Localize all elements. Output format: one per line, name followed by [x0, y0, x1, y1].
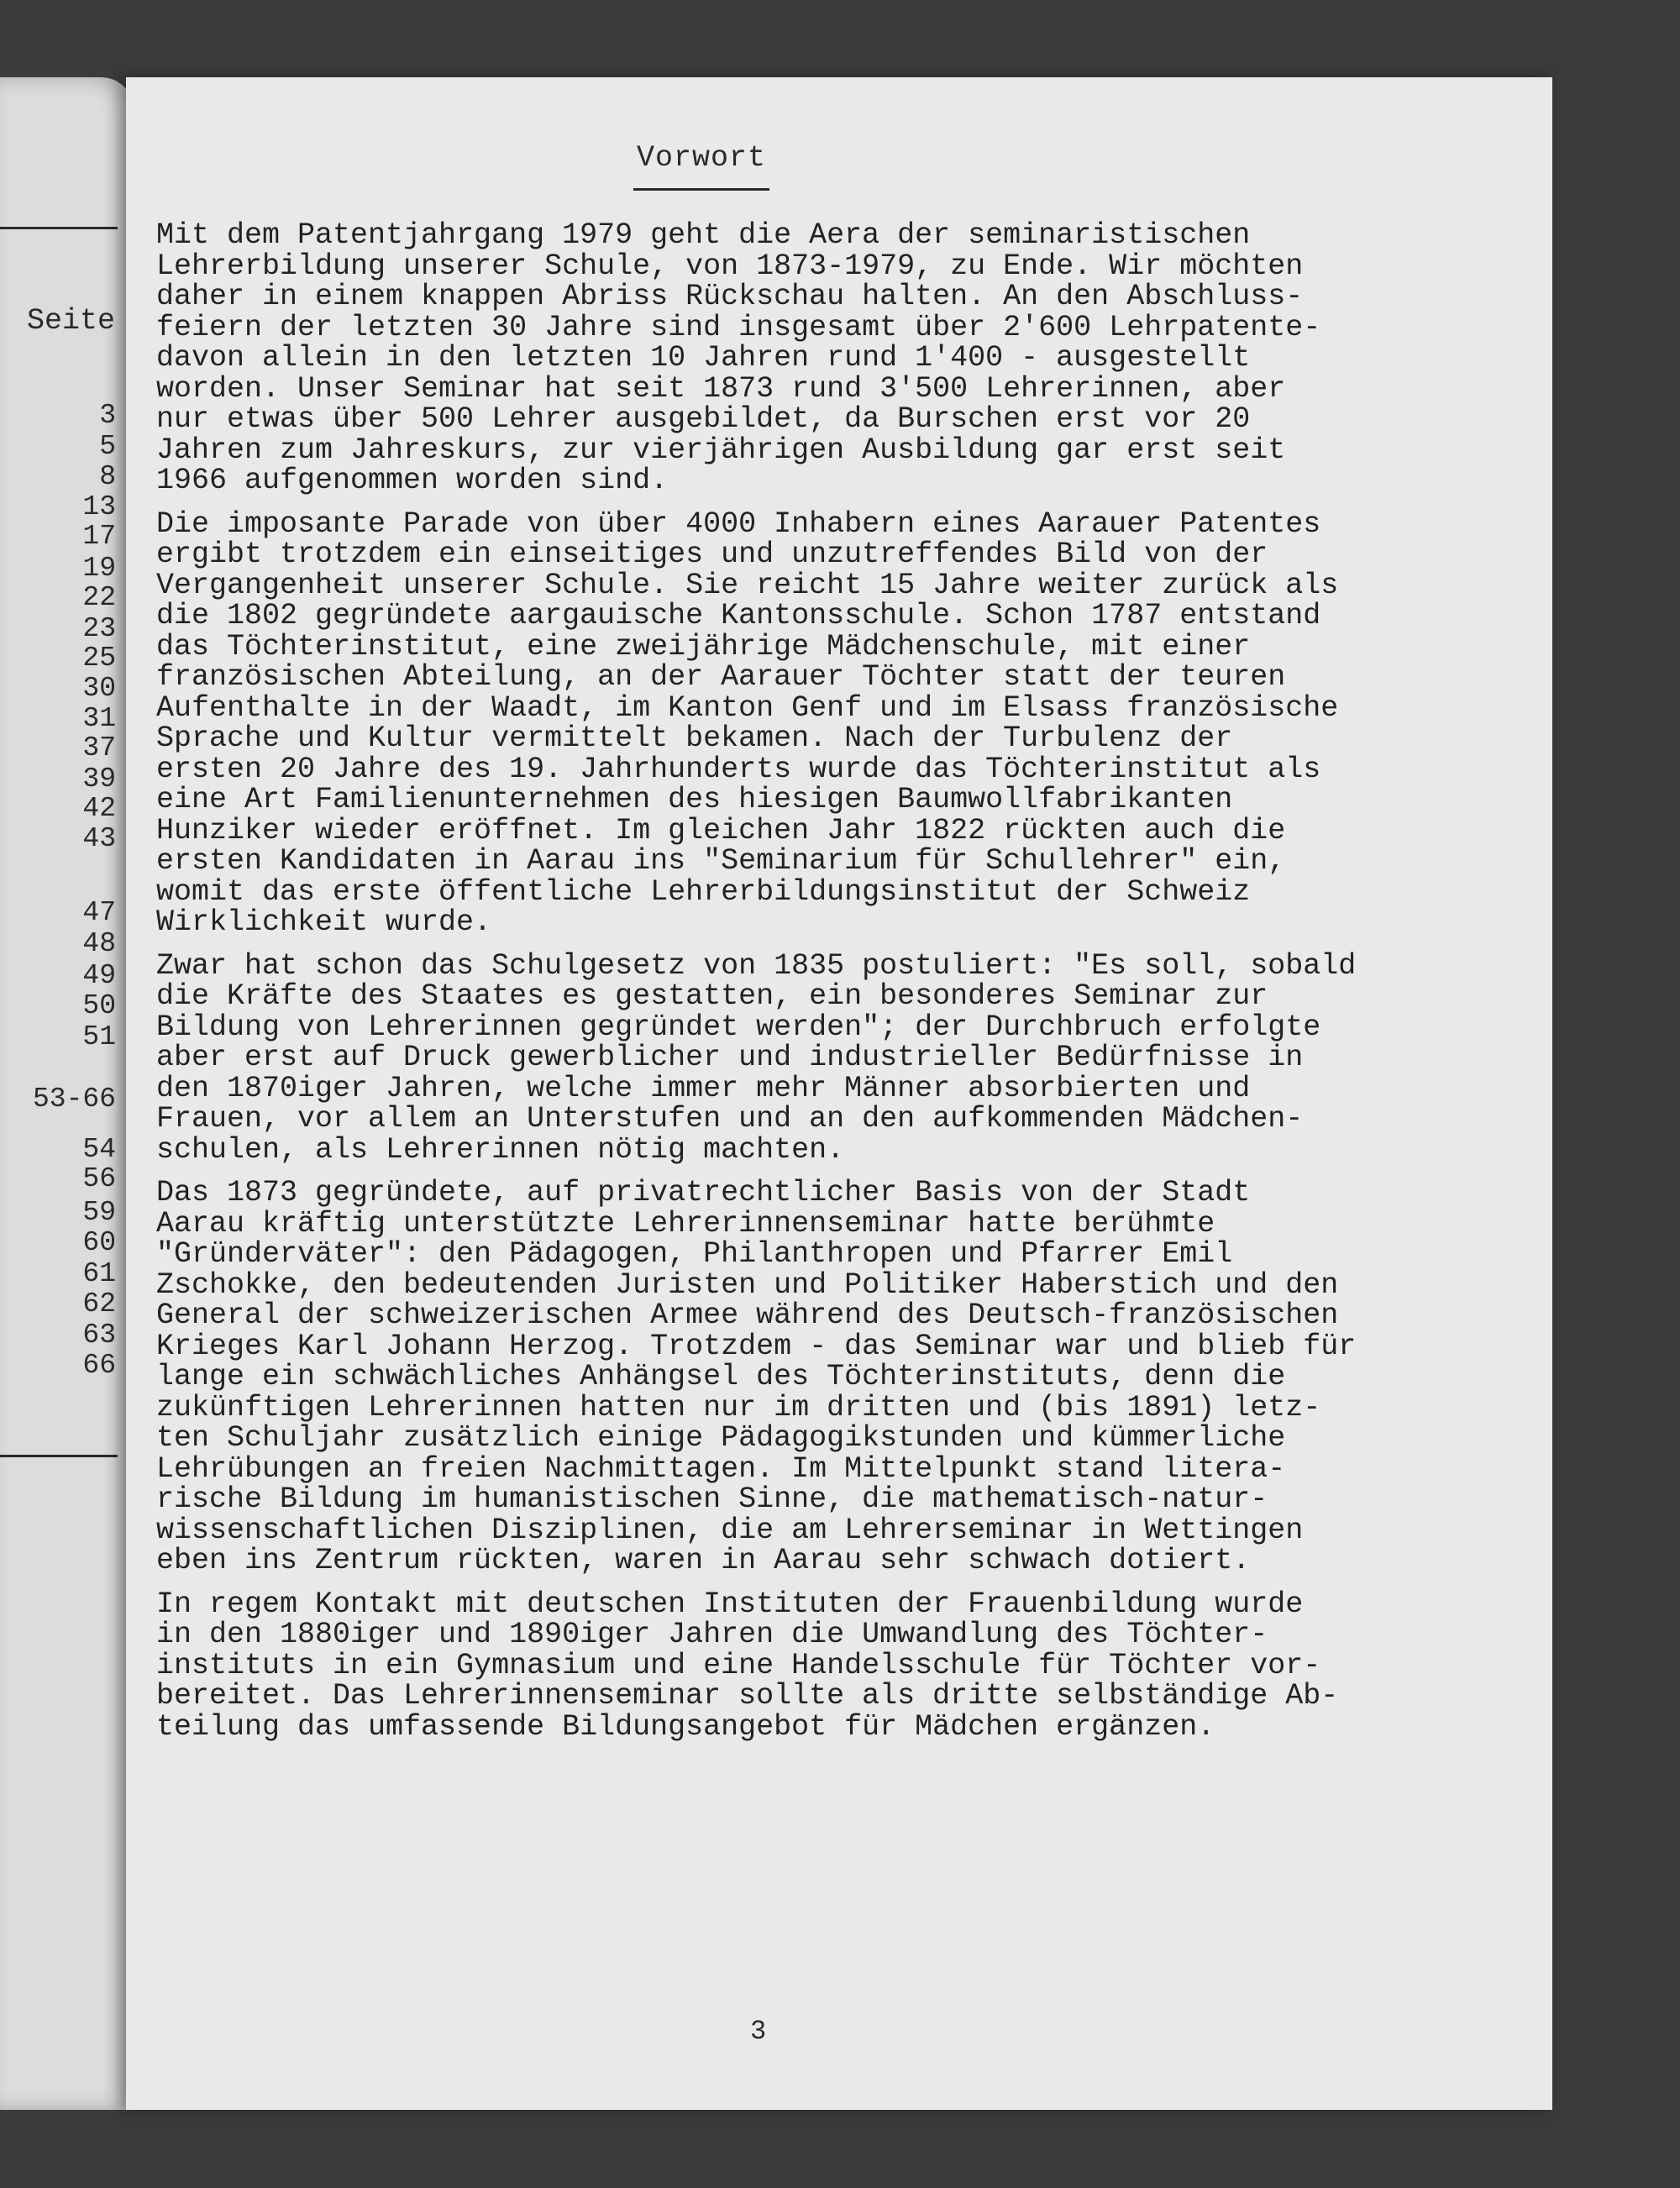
text-line: davon allein in den letzten 10 Jahren rund 1'400 - ausgestellt: [156, 341, 1251, 375]
text-line: teilung das umfassende Bildungsangebot für Mädchen ergänzen.: [156, 1709, 1215, 1744]
text-line: Aarau kräftig unterstützte Lehrerinnenseminar hatte berühmte: [156, 1206, 1215, 1241]
text-line: Hunziker wieder eröffnet. Im gleichen Jahr 1822 rückten auch die: [156, 813, 1286, 847]
toc-page-number: 50: [82, 990, 116, 1021]
paragraph: [156, 506, 1450, 939]
text-line: die Kräfte des Staates es gestatten, ein besonderes Seminar zur: [156, 979, 1268, 1013]
toc-page-number: 61: [82, 1258, 116, 1289]
text-line: eben ins Zentrum rückten, waren in Aarau sehr schwach dotiert.: [156, 1544, 1251, 1577]
toc-page-number: 63: [82, 1320, 116, 1351]
text-line: den 1870iger Jahren, welche immer mehr Männer absorbierten und: [156, 1071, 1251, 1105]
text-line: 1966 aufgenommen worden sind.: [156, 464, 669, 497]
text-line: womit das erste öffentliche Lehrerbildungsinstitut der Schweiz: [156, 874, 1251, 909]
toc-page-number: 62: [82, 1288, 116, 1320]
text-line: worden. Unser Seminar hat seit 1873 rund 3'500 Lehrerinnen, aber: [156, 371, 1286, 406]
toc-page-number: 5: [99, 431, 116, 462]
text-line: Zschokke, den bedeutenden Juristen und Politiker Haberstich und den: [156, 1267, 1339, 1302]
title-underline: [633, 188, 769, 191]
text-line: ten Schuljahr zusätzlich einige Pädagogikstunden und kümmerliche: [156, 1421, 1286, 1455]
toc-page-number: 54: [82, 1134, 116, 1165]
toc-page-number: 8: [99, 461, 116, 492]
text-line: Wirklichkeit wurde.: [156, 905, 492, 939]
toc-page-number: 56: [82, 1163, 116, 1194]
text-line: rische Bildung im humanistischen Sinne, die mathematisch-natur-: [156, 1482, 1268, 1516]
text-line: Frauen, vor allem an Unterstufen und an den aufkommenden Mädchen-: [156, 1102, 1304, 1136]
toc-page-number: 17: [82, 521, 116, 552]
page-title: Vorwort: [637, 141, 767, 175]
toc-page-number: 23: [82, 613, 116, 644]
text-line: instituts in ein Gymnasium und eine Handelsschule für Töchter vor-: [156, 1648, 1321, 1682]
text-line: ergibt trotzdem ein einseitiges und unzutreffendes Bild von der: [156, 538, 1268, 571]
text-line: daher in einem knappen Abriss Rückschau halten. An den Abschluss-: [156, 280, 1304, 313]
paragraph: [156, 948, 1450, 1167]
text-line: Bildung von Lehrerinnen gegründet werden"; der Durchbruch erfolgte: [156, 1010, 1321, 1044]
toc-page-number: 53-66: [32, 1084, 116, 1115]
text-line: ersten Kandidaten in Aarau ins "Seminarium für Schullehrer" ein,: [156, 844, 1286, 878]
text-line: Zwar hat schon das Schulgesetz von 1835 postuliert: "Es soll, sobald: [156, 948, 1357, 983]
text-line: schulen, als Lehrerinnen nötig machten.: [156, 1132, 845, 1167]
text-line: Lehrübungen an freien Nachmittagen. Im Mittelpunkt stand litera-: [156, 1451, 1286, 1486]
paragraph: [156, 1589, 1450, 1743]
text-line: in den 1880iger und 1890iger Jahren die Umwandlung des Töchter-: [156, 1618, 1268, 1651]
text-line: Jahren zum Jahreskurs, zur vierjährigen Ausbildung gar erst seit: [156, 433, 1286, 467]
toc-page-number: 49: [82, 960, 116, 991]
toc-page-number: 22: [82, 582, 116, 613]
toc-page-number: 42: [82, 793, 116, 824]
text-line: lange ein schwächliches Anhängsel des Töchterinstituts, denn die: [156, 1360, 1286, 1393]
text-line: eine Art Familienunternehmen des hiesigen Baumwollfabrikanten: [156, 783, 1233, 816]
paragraph: [156, 220, 1450, 496]
text-line: Lehrerbildung unserer Schule, von 1873-1979, zu Ende. Wir möchten: [156, 249, 1304, 283]
text-line: die 1802 gegründete aargauische Kantonsschule. Schon 1787 entstand: [156, 599, 1321, 632]
text-line: Das 1873 gegründete, auf privatrechtlicher Basis von der Stadt: [156, 1176, 1251, 1209]
text-line: Sprache und Kultur vermittelt bekamen. Nach der Turbulenz der: [156, 721, 1233, 755]
paragraph: [156, 1178, 1450, 1577]
page-number: 3: [750, 2016, 767, 2047]
toc-page-number: 19: [82, 553, 116, 584]
text-line: "Gründerväter": den Pädagogen, Philanthropen und Pfarrer Emil: [156, 1237, 1233, 1271]
text-line: das Töchterinstitut, eine zweijährige Mädchenschule, mit einer: [156, 629, 1251, 664]
toc-page-number: 30: [82, 673, 116, 704]
toc-page-number: 25: [82, 643, 116, 674]
text-line: Krieges Karl Johann Herzog. Trotzdem - das Seminar war und blieb für: [156, 1329, 1357, 1363]
left-page-top-rule: [0, 227, 118, 229]
toc-page-number: 37: [82, 732, 116, 763]
left-page-edge: [0, 77, 134, 2110]
toc-page-number: 47: [82, 897, 116, 928]
toc-page-number: 39: [82, 763, 116, 795]
toc-page-number: 3: [99, 400, 116, 431]
text-line: Mit dem Patentjahrgang 1979 geht die Aera der seminaristischen: [156, 218, 1251, 252]
text-line: bereitet. Das Lehrerinnenseminar sollte als dritte selbständige Ab-: [156, 1679, 1339, 1713]
text-line: In regem Kontakt mit deutschen Instituten der Frauenbildung wurde: [156, 1587, 1304, 1621]
text-line: Vergangenheit unserer Schule. Sie reicht 15 Jahre weiter zurück als: [156, 568, 1339, 602]
toc-page-number: 43: [82, 823, 116, 854]
text-line: ersten 20 Jahre des 19. Jahrhunderts wurde das Töchterinstitut als: [156, 752, 1321, 786]
toc-page-number: 48: [82, 928, 116, 959]
text-line: zukünftigen Lehrerinnen hatten nur im dritten und (bis 1891) letz-: [156, 1390, 1321, 1425]
text-line: General der schweizerischen Armee während des Deutsch-französischen: [156, 1299, 1339, 1332]
toc-page-number: 59: [82, 1197, 116, 1228]
text-line: Aufenthalte in der Waadt, im Kanton Genf und im Elsass französische: [156, 690, 1339, 725]
text-line: aber erst auf Druck gewerblicher und industrieller Bedürfnisse in: [156, 1041, 1304, 1074]
toc-page-number: 60: [82, 1227, 116, 1258]
toc-page-number: 66: [82, 1350, 116, 1381]
body-text: [156, 220, 1450, 1755]
text-line: Die imposante Parade von über 4000 Inhabern eines Aarauer Patentes: [156, 506, 1321, 541]
seite-label: Seite: [27, 304, 116, 338]
text-line: feiern der letzten 30 Jahre sind insgesamt über 2'600 Lehrpatente-: [156, 310, 1321, 344]
toc-page-number: 31: [82, 703, 116, 734]
text-line: wissenschaftlichen Disziplinen, die am Lehrerseminar in Wettingen: [156, 1513, 1304, 1547]
text-line: nur etwas über 500 Lehrer ausgebildet, da Burschen erst vor 20: [156, 402, 1251, 436]
toc-page-number: 13: [82, 491, 116, 522]
text-line: französischen Abteilung, an der Aarauer Töchter statt der teuren: [156, 660, 1286, 694]
toc-page-number: 51: [82, 1021, 116, 1052]
left-page-bottom-rule: [0, 1455, 118, 1457]
